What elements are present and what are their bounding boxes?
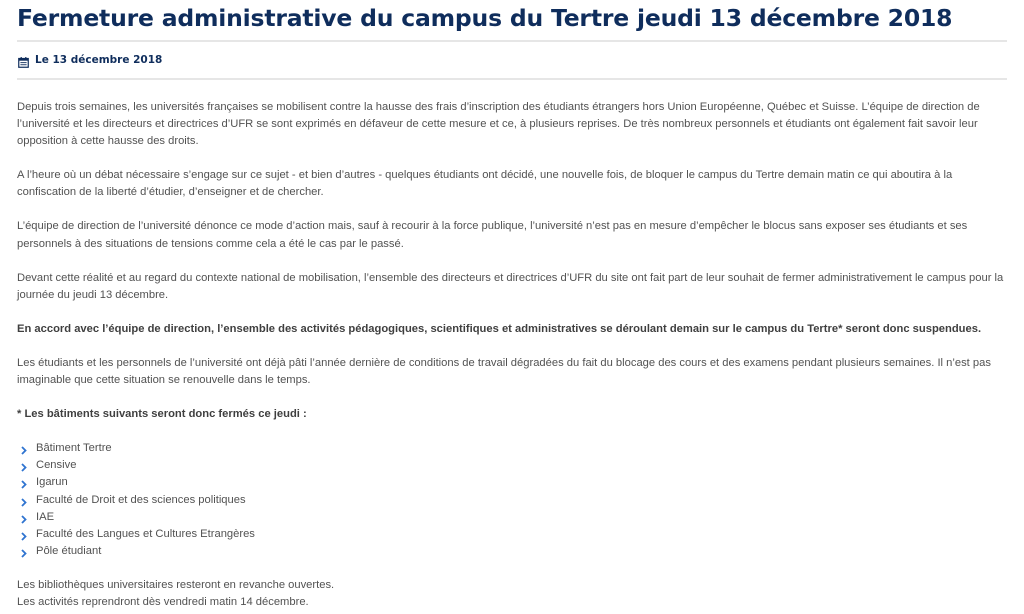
- chevron-right-icon: [21, 461, 27, 470]
- paragraph: Les étudiants et les personnels de l’université ont déjà pâti l’année dernière de conditions de travail dégradées du fait du blocage des cours et des examens pendant plusieurs semaines. Il n’est pas imaginable que cette situation se renouvelle dans le temps.: [17, 356, 991, 387]
- list-item: [17, 440, 1007, 457]
- closed-buildings-list: [17, 440, 1007, 560]
- paragraph: A l’heure où un débat nécessaire s’engage sur ce sujet - et bien d’autres - quelques étudiants ont décidé, une nouvelle fois, de bloquer le campus du Tertre demain matin ce qui aboutira à la confiscation de la liberté d’étudier, d’enseigner et de chercher.: [17, 169, 953, 199]
- article-date: Le 13 décembre 2018: [35, 54, 163, 66]
- paragraph: L’équipe de direction de l’université dénonce ce mode d’action mais, sauf à recourir à la force publique, l’université n’est pas en mesure d’empêcher le blocus sans exposer ses étudiants et ses personnels à des situations de tensions comme cela a été le cas par le passé.: [17, 220, 968, 250]
- list-item: [17, 543, 1007, 560]
- list-item: [17, 457, 1007, 474]
- resume-note: Les activités reprendront dès vendredi matin 14 décembre.: [17, 595, 309, 608]
- chevron-right-icon: [21, 530, 27, 539]
- list-item-label: Censive: [36, 459, 77, 472]
- calendar-icon: [18, 55, 29, 66]
- chevron-right-icon: [21, 513, 27, 522]
- chevron-right-icon: [21, 478, 27, 487]
- list-item-label: Faculté des Langues et Cultures Etrangères: [36, 527, 255, 540]
- announcement-paragraph: En accord avec l’équipe de direction, l’ensemble des activités pédagogiques, scientifiques et administratives se déroulant demain sur le campus du Tertre* seront donc suspendues.: [17, 322, 982, 335]
- list-item: [17, 526, 1007, 543]
- list-item-label: Faculté de Droit et des sciences politiques: [36, 493, 246, 506]
- list-item-label: Igarun: [36, 476, 68, 489]
- chevron-right-icon: [21, 547, 27, 556]
- list-item: [17, 492, 1007, 509]
- chevron-right-icon: [21, 496, 27, 505]
- chevron-right-icon: [21, 444, 27, 453]
- article-body: [17, 80, 1007, 611]
- list-item: [17, 474, 1007, 491]
- closed-buildings-heading: * Les bâtiments suivants seront donc fermés ce jeudi :: [17, 408, 307, 421]
- list-item: [17, 509, 1007, 526]
- paragraph: Devant cette réalité et au regard du contexte national de mobilisation, l’ensemble des directeurs et directrices d’UFR du site ont fait part de leur souhait de fermer administrativement le campus pour la journée du jeudi 13 décembre.: [17, 271, 1004, 301]
- library-note: Les bibliothèques universitaires resteront en revanche ouvertes.: [17, 578, 335, 591]
- list-item-label: Pôle étudiant: [36, 544, 102, 557]
- article-date-row: [17, 42, 1007, 78]
- closing-notes: [17, 577, 1007, 611]
- list-item-label: Bâtiment Tertre: [36, 442, 112, 455]
- list-item-label: IAE: [36, 510, 55, 523]
- page-title: Fermeture administrative du campus du Tertre jeudi 13 décembre 2018: [17, 4, 953, 32]
- paragraph: Depuis trois semaines, les universités françaises se mobilisent contre la hausse des frais d’inscription des étudiants étrangers hors Union Européenne, Québec et Suisse. L’équipe de direction de l’université et les directeurs et directrices d’UFR se sont exprimés en défaveur de cette mesure et ce, à plusieurs reprises. De très nombreux personnels et étudiants ont également fait savoir leur opposition à cette hausse des droits.: [17, 101, 980, 148]
